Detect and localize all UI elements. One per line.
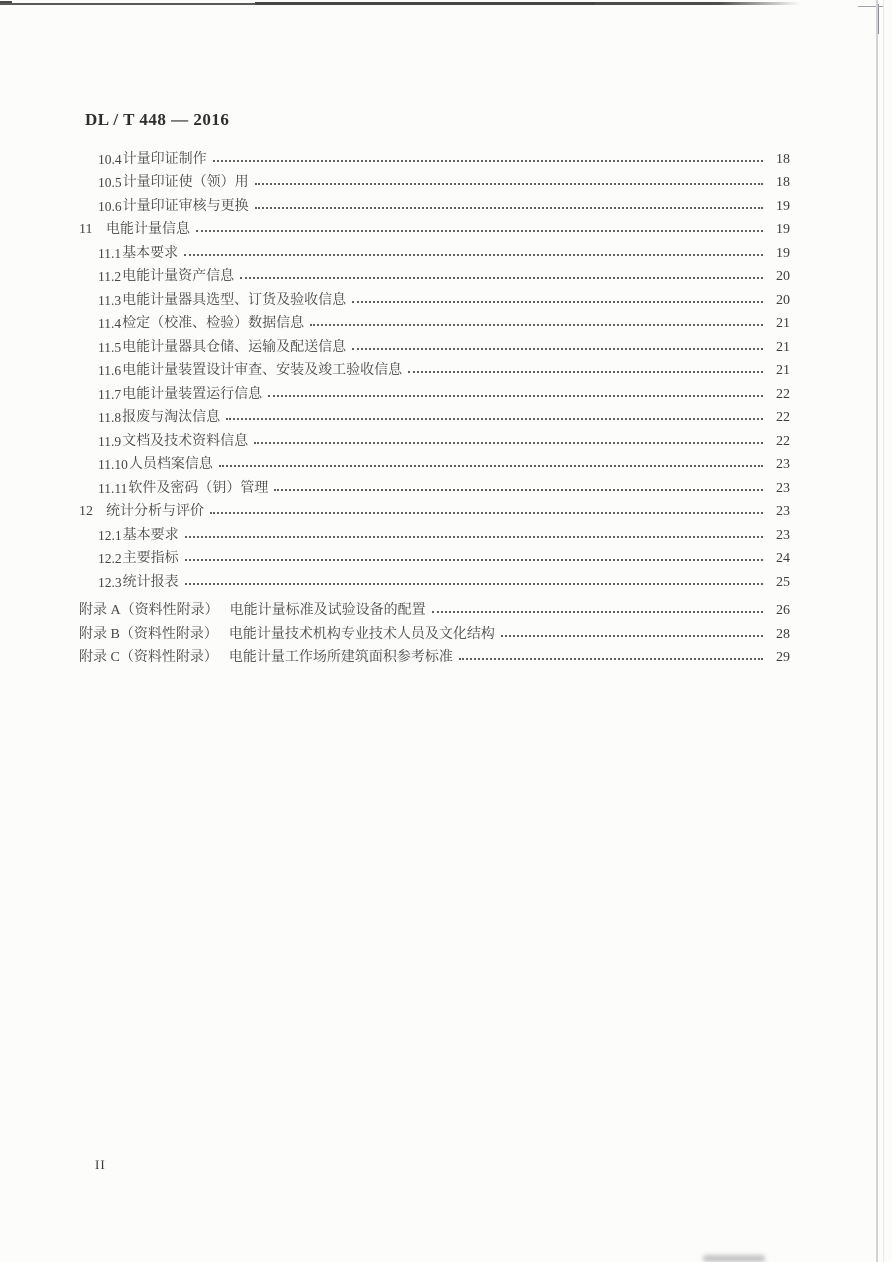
toc-entry [79,544,790,568]
scan-top-edge-artifact [595,2,800,5]
toc-entry [79,619,790,643]
toc-entry-title: 电能计量装置运行信息 [122,386,263,402]
toc-entry-page-number: 26 [776,603,790,618]
toc-entry-title: 电能计量器具仓储、运输及配送信息 [122,339,347,355]
dot-leader [226,418,763,420]
toc-entry-number: 12.1 [98,527,122,543]
toc-entry-number: 11.8 [98,410,122,425]
toc-entry-page-number: 21 [776,316,790,331]
toc-entry-number: 11 [79,222,93,237]
toc-entry-page-number: 23 [776,457,790,472]
toc-entry-number: 10.4 [98,151,122,167]
toc-entry-title: 统计分析与评价 [106,504,204,519]
dot-leader [185,536,763,538]
dot-leader [501,635,763,637]
toc-entry-number: 11.7 [98,386,122,402]
toc-entry [79,520,790,544]
toc-entry [79,262,790,286]
toc-entry-number: 11.2 [98,269,122,284]
toc-entry-title: 电能计量技术机构专业技术人员及文化结构 [228,626,495,642]
toc-entry-page-number: 21 [776,363,790,378]
document-header-standard-number: DL / T 448 — 2016 [85,110,230,129]
toc-entry-title: 计量印证审核与更换 [122,198,249,214]
toc-entry-title: 文档及技术资料信息 [122,433,249,449]
toc-entry-page-number: 21 [776,339,790,355]
toc-entry [79,497,790,521]
toc-entry-number: 11.3 [98,292,122,308]
scan-smudge-artifact [703,1255,765,1262]
toc-entry [79,473,790,497]
toc-entry [79,426,790,450]
dot-leader [274,489,763,491]
toc-entry-number: 附录 A（资料性附录） [79,603,219,618]
toc-entry-number: 11.1 [98,245,122,261]
scan-right-edge-artifact [876,0,878,1262]
dot-leader [432,611,763,613]
toc-entry-number: 11.5 [98,339,122,355]
toc-entry-page-number: 19 [776,222,790,237]
dot-leader [255,183,763,185]
table-of-contents [79,144,790,666]
toc-entry [79,567,790,591]
toc-entry-title: 报废与淘汰信息 [122,410,221,425]
toc-entry-page-number: 25 [776,574,790,590]
scan-top-edge-artifact [0,3,270,5]
toc-entry [79,285,790,309]
toc-entry-page-number: 18 [776,175,790,190]
dot-leader [268,395,763,397]
toc-entry-title: 软件及密码（钥）管理 [128,480,269,496]
toc-entry-number: 附录 C（资料性附录） [79,650,218,665]
toc-entry [79,403,790,427]
toc-entry-page-number: 24 [776,551,790,566]
toc-entry-page-number: 19 [776,198,790,214]
toc-entry-title: 电能计量装置设计审查、安装及竣工验收信息 [122,363,403,378]
dot-leader [240,277,763,279]
page-number-folio: II [95,1157,106,1172]
toc-entry-page-number: 23 [776,527,790,543]
toc-entry-number: 11.4 [98,316,122,331]
toc-entry-page-number: 22 [776,386,790,402]
toc-entry-number: 11.9 [98,433,122,449]
dot-leader [459,658,763,660]
toc-entry-title: 检定（校准、检验）数据信息 [122,316,305,331]
toc-entry-title: 电能计量器具选型、订货及验收信息 [122,292,347,308]
toc-entry-title: 电能计量工作场所建筑面积参考标准 [228,650,453,665]
dot-leader [255,207,763,209]
toc-entry-number: 12.2 [98,551,122,566]
toc-entry-number: 11.11 [98,480,128,496]
toc-entry [79,643,790,667]
toc-entry-title: 计量印证制作 [122,151,207,167]
toc-entry-title: 电能计量信息 [106,222,190,237]
scan-corner-artifact [858,6,884,7]
toc-entry-page-number: 22 [776,433,790,449]
toc-entry-title: 计量印证使（领）用 [122,175,249,190]
toc-entry [79,379,790,403]
toc-entry [79,596,790,620]
toc-entry-page-number: 23 [776,480,790,496]
toc-entry [79,215,790,239]
dot-leader [213,160,763,162]
toc-entry-number: 10.6 [98,198,122,214]
dot-leader [184,254,763,256]
toc-entry-title: 基本要求 [122,245,179,261]
toc-entry-number: 11.6 [98,363,122,378]
toc-entry [79,309,790,333]
toc-entry-page-number: 20 [776,269,790,284]
dot-leader [185,559,763,561]
dot-leader [210,512,763,514]
toc-entry-page-number: 23 [776,504,790,519]
toc-entry-title: 基本要求 [122,527,179,543]
toc-entry-number: 12.3 [98,574,122,590]
toc-entry [79,332,790,356]
toc-entry [79,191,790,215]
toc-entry [79,450,790,474]
toc-entry-number: 附录 B（资料性附录） [79,626,218,642]
scan-right-edge-artifact [883,0,884,1262]
dot-leader [352,301,763,303]
dot-leader [310,324,763,326]
toc-entry-list [79,144,790,666]
toc-entry-title: 电能计量标准及试验设备的配置 [229,603,426,618]
toc-entry-page-number: 18 [776,151,790,167]
toc-entry-title: 人员档案信息 [128,457,213,472]
toc-entry [79,168,790,192]
dot-leader [196,230,763,232]
toc-entry-title: 电能计量资产信息 [122,269,235,284]
toc-entry-number: 12 [79,504,93,519]
toc-entry-page-number: 22 [776,410,790,425]
toc-entry-title: 统计报表 [122,574,179,590]
toc-entry-number: 10.5 [98,175,122,190]
toc-entry-title: 主要指标 [122,551,179,566]
toc-entry-page-number: 29 [776,650,790,665]
scan-top-edge-artifact [255,2,605,5]
toc-entry-number: 11.10 [98,457,128,472]
toc-entry-page-number: 19 [776,245,790,261]
dot-leader [219,465,763,467]
toc-entry-page-number: 20 [776,292,790,308]
toc-entry [79,144,790,168]
dot-leader [352,348,763,350]
toc-entry [79,356,790,380]
dot-leader [408,371,763,373]
toc-entry [79,238,790,262]
dot-leader [185,583,763,585]
dot-leader [254,442,763,444]
toc-entry-page-number: 28 [776,626,790,642]
